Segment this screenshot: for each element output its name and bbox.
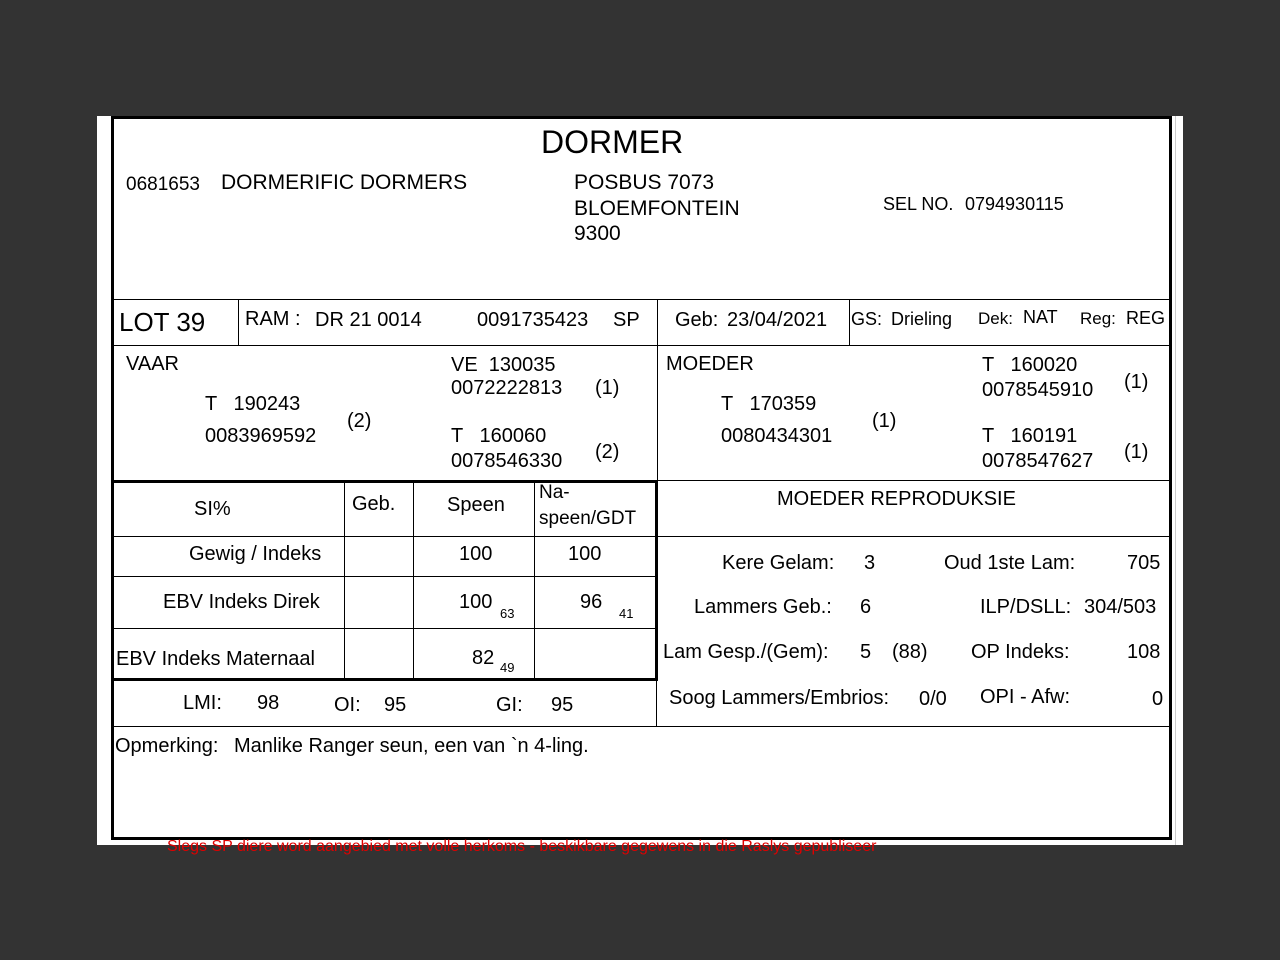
ram-id: DR 21 0014: [315, 309, 422, 331]
moeder-dam-number: 0078547627: [982, 450, 1094, 472]
reg-value: REG: [1126, 308, 1166, 328]
gewig-label: Gewig / Indeks: [189, 543, 322, 565]
ebv-maternaal-label: EBV Indeks Maternaal: [116, 648, 315, 670]
address-line-1: POSBUS 7073: [574, 171, 715, 194]
naspeen-header-line-2: speen/GDT: [539, 508, 637, 529]
lammers-label: Lammers Geb.:: [694, 596, 832, 618]
ram-suffix: SP: [613, 309, 640, 331]
lot-card: [97, 116, 1183, 855]
dek-label: Dek:: [978, 309, 1013, 328]
breeder-name: DORMERIFIC DORMERS: [221, 171, 468, 194]
breeder-code: 0681653: [126, 174, 200, 195]
si-col-geb-line: [344, 480, 345, 678]
address-line-2: BLOEMFONTEIN: [574, 197, 740, 220]
vaar-sire-mark: (1): [595, 377, 620, 399]
ram-number: 0091735423: [477, 309, 589, 331]
moeder-dam-id: T 160191: [982, 425, 1078, 447]
speen-header: Speen: [447, 494, 505, 516]
gesp-value: 5: [860, 641, 872, 663]
lmi-value: 98: [257, 692, 280, 714]
si-table-top-line: [111, 480, 658, 483]
vaar-dam-number: 0078546330: [451, 450, 563, 472]
geb-divider: [849, 299, 850, 345]
remark-text: Manlike Ranger seun, een van `n 4-ling.: [234, 735, 589, 757]
lammers-value: 6: [860, 596, 872, 618]
si-table-right-line: [655, 480, 658, 680]
geb-date: 23/04/2021: [727, 309, 828, 331]
si-header-bottom-line: [111, 536, 657, 537]
lmi-row-bottom-line: [111, 726, 1171, 727]
vaar-mark: (2): [347, 410, 372, 432]
frame-top-line: [111, 116, 1171, 119]
lot-number: LOT 39: [119, 307, 206, 337]
dek-value: NAT: [1023, 307, 1058, 327]
geb-label: Geb:: [675, 309, 719, 331]
op-value: 108: [1127, 641, 1161, 663]
sel-label: SEL NO.: [883, 194, 954, 214]
si-header: SI%: [194, 498, 231, 520]
frame-right-line: [1169, 116, 1172, 838]
geb-header: Geb.: [352, 493, 396, 515]
footer-note-text: Slegs SP diere word aangebied met volle herkoms - beskikbare gegewens in die Raslys gepubliseer: [167, 838, 877, 855]
si-col-speen-line: [413, 480, 414, 678]
moeder-sire-id: T 160020: [982, 354, 1078, 376]
moeder-label: MOEDER: [666, 353, 754, 375]
lmi-label: LMI:: [183, 692, 222, 714]
frame-left-line: [111, 116, 114, 838]
repro-title: MOEDER REPRODUKSIE: [777, 488, 1016, 510]
gewig-speen: 100: [459, 543, 493, 565]
vaar-sire-id: VE 130035: [451, 354, 556, 376]
footer-note: [167, 838, 1127, 855]
lot-divider: [238, 299, 239, 345]
ebv-maternaal-speen-sub: 49: [500, 660, 515, 675]
vaar-id: T 190243: [205, 393, 301, 415]
moeder-dam-mark: (1): [1124, 441, 1149, 463]
gi-label: GI:: [496, 694, 523, 716]
lmi-row-divider: [656, 680, 657, 726]
si-col-naspeen-line: [534, 480, 535, 678]
breed-title: DORMER: [541, 124, 684, 160]
lot-row-bottom-line: [111, 345, 1171, 346]
sel-number: 0794930115: [965, 194, 1064, 214]
ebv-direk-naspeen: 96: [580, 591, 603, 613]
gs-value: Drieling: [891, 309, 953, 329]
op-label: OP Indeks:: [971, 641, 1070, 663]
ebv-maternaal-speen: 82: [472, 647, 495, 669]
naspeen-header-line-1: Na-: [539, 482, 570, 503]
opi-value: 0: [1152, 688, 1164, 710]
remark-label: Opmerking:: [115, 735, 219, 757]
vaar-sire-number: 0072222813: [451, 377, 563, 399]
gi-value: 95: [551, 694, 574, 716]
moeder-sire-number: 0078545910: [982, 379, 1094, 401]
soog-label: Soog Lammers/Embrios:: [669, 687, 890, 709]
gewig-naspeen: 100: [568, 543, 602, 565]
gesp-average: (88): [892, 641, 928, 663]
ram-label: RAM :: [245, 308, 301, 330]
ilp-value: 304/503: [1084, 596, 1157, 618]
ebv-direk-label: EBV Indeks Direk: [163, 591, 320, 613]
gs-label: GS:: [851, 309, 883, 329]
ebv-direk-speen: 100: [459, 591, 493, 613]
moeder-mark: (1): [872, 410, 897, 432]
kere-value: 3: [864, 552, 876, 574]
lot-row-top-line: [111, 299, 1171, 300]
page-edge: [1175, 116, 1176, 845]
moeder-id: T 170359: [721, 393, 817, 415]
ram-divider: [657, 299, 658, 345]
si-table-bottom-line: [111, 678, 658, 681]
repro-header-bottom-line: [658, 536, 1171, 537]
vaar-dam-id: T 160060: [451, 425, 547, 447]
reg-label: Reg:: [1080, 309, 1116, 328]
soog-value: 0/0: [919, 688, 947, 710]
kere-label: Kere Gelam:: [722, 552, 835, 574]
oud-value: 705: [1127, 552, 1161, 574]
si-row2-bottom-line: [111, 628, 657, 629]
si-row1-bottom-line: [111, 576, 657, 577]
oud-label: Oud 1ste Lam:: [944, 552, 1076, 574]
vaar-number: 0083969592: [205, 425, 317, 447]
vaar-dam-mark: (2): [595, 441, 620, 463]
ilp-label: ILP/DSLL:: [980, 596, 1072, 618]
oi-label: OI:: [334, 694, 361, 716]
address-line-3: 9300: [574, 222, 621, 245]
opi-label: OPI - Afw:: [980, 686, 1071, 708]
moeder-number: 0080434301: [721, 425, 833, 447]
ebv-direk-speen-sub: 63: [500, 606, 515, 621]
ebv-direk-naspeen-sub: 41: [619, 606, 634, 621]
moeder-sire-mark: (1): [1124, 371, 1149, 393]
oi-value: 95: [384, 694, 407, 716]
pedigree-divider: [657, 345, 658, 481]
vaar-label: VAAR: [126, 353, 179, 375]
repro-top-line: [658, 480, 1171, 481]
gesp-label: Lam Gesp./(Gem):: [663, 641, 829, 663]
